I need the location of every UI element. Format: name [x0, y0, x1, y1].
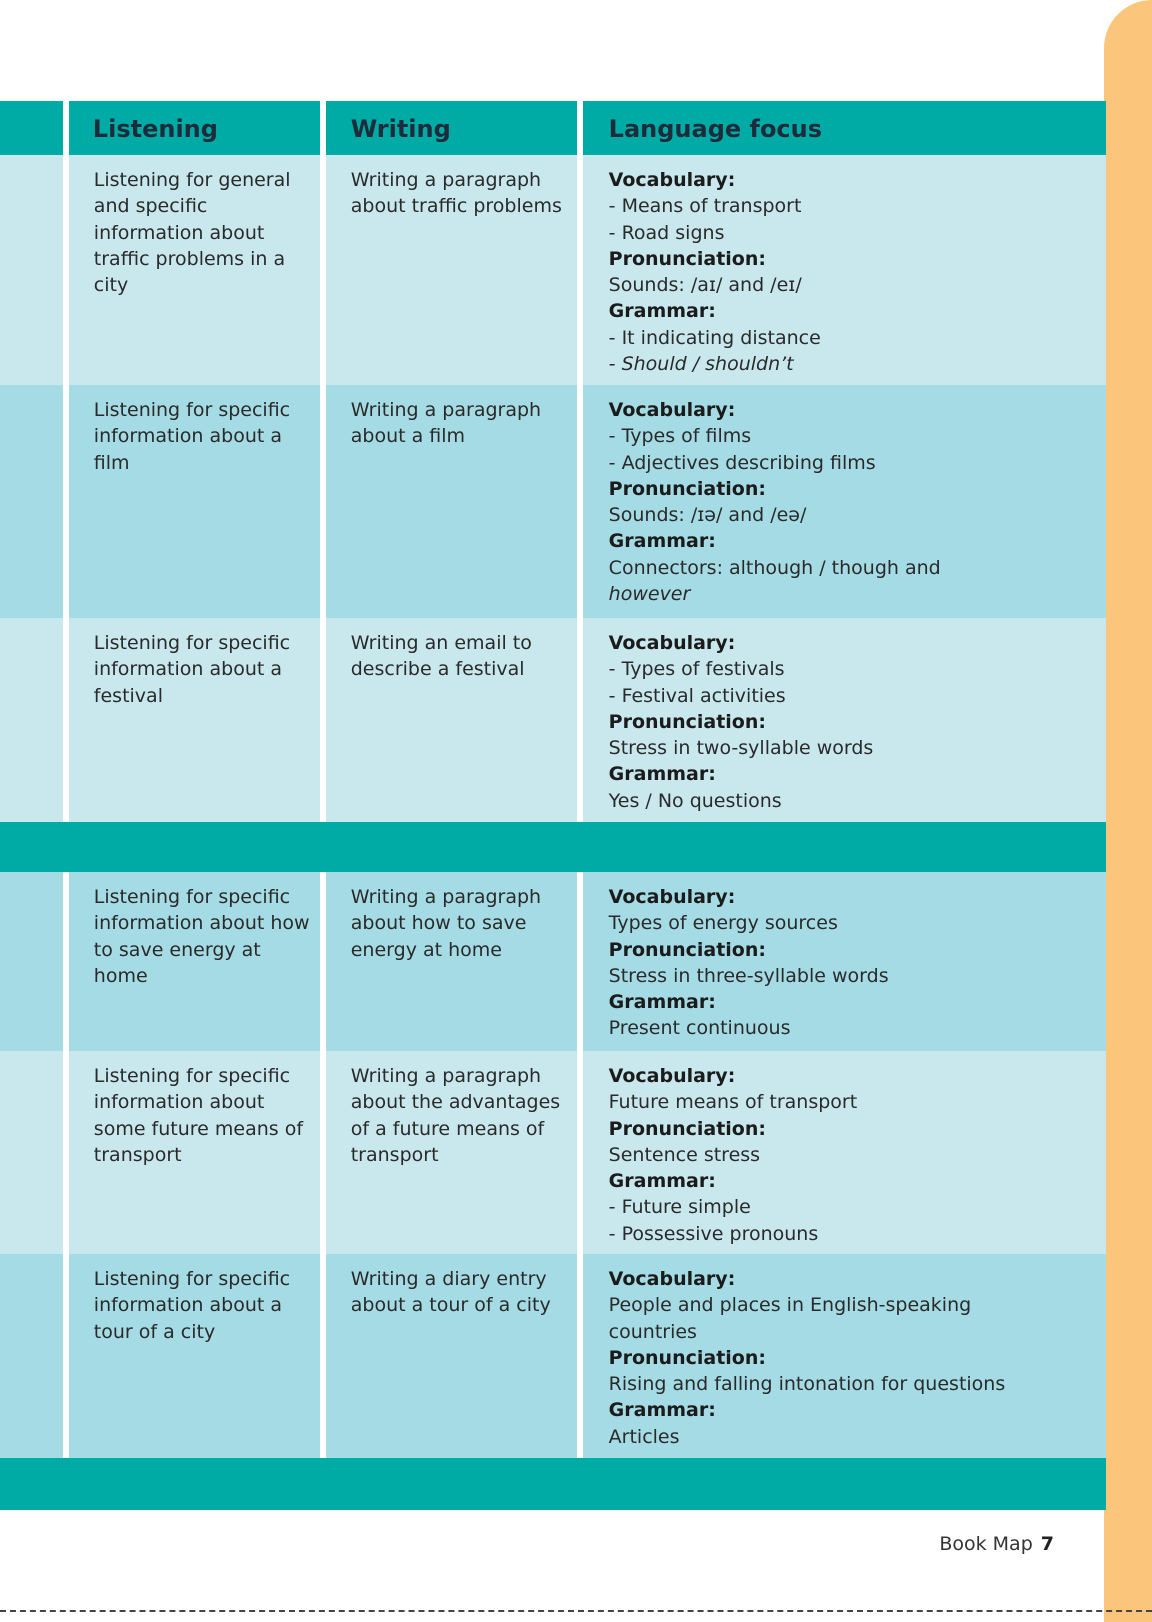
listening-cell: Listening for specific information about some future means of transport: [93, 1065, 304, 1166]
language-focus-cell: [583, 155, 1106, 385]
listening-cell: Listening for specific information about a film: [93, 399, 291, 474]
focus-item: however: [608, 583, 691, 606]
focus-label: Vocabulary:: [608, 1268, 736, 1290]
focus-item: Rising and falling intonation for questions: [608, 1373, 1006, 1396]
focus-item: Stress in two-syllable words: [608, 737, 874, 760]
focus-label: Pronunciation:: [608, 247, 766, 270]
focus-item: - Future simple: [608, 1196, 751, 1219]
writing-cell: Writing a paragraph about how to save energy at home: [350, 886, 542, 961]
listening-cell: Listening for specific information about how to save energy at home: [93, 886, 310, 987]
focus-label: Vocabulary:: [608, 399, 736, 421]
focus-label: Pronunciation:: [608, 1346, 766, 1369]
focus-item: Connectors: although / though and: [608, 556, 941, 579]
focus-label: Vocabulary:: [608, 886, 736, 908]
cut-line: [0, 1610, 1152, 1612]
section-band: [0, 822, 1106, 872]
unit-column-header: [0, 101, 63, 155]
table-footer-band: [0, 1458, 1106, 1510]
focus-item: Sounds: /aɪ/ and /eɪ/: [608, 274, 802, 297]
focus-item: - It indicating distance: [608, 326, 821, 349]
focus-item: People and places in English-speaking: [608, 1294, 972, 1317]
focus-item: Types of energy sources: [608, 912, 838, 935]
writing-cell: Writing a paragraph about the advantages of a future means of transport: [350, 1065, 561, 1166]
focus-item: Sounds: /ɪə/ and /eə/: [608, 504, 807, 527]
focus-label: Pronunciation:: [608, 477, 766, 500]
header-row: [0, 101, 1106, 155]
page-number: 7: [1040, 1533, 1054, 1555]
table-row: [0, 618, 1106, 822]
focus-label: Grammar:: [608, 763, 716, 786]
page-edge-tab: [1104, 0, 1152, 1622]
focus-item: - Types of festivals: [608, 658, 785, 681]
book-map-table: [0, 101, 1106, 1510]
focus-label: Vocabulary:: [608, 632, 736, 654]
language-focus-cell: [583, 872, 1106, 1051]
focus-label: Pronunciation:: [608, 1117, 766, 1140]
focus-item: - Adjectives describing films: [608, 451, 876, 474]
focus-label: Pronunciation:: [608, 938, 766, 961]
language-focus-cell: [583, 385, 1106, 618]
focus-label: Grammar:: [608, 991, 716, 1014]
focus-label: Vocabulary:: [608, 1065, 736, 1087]
writing-cell: Writing a paragraph about traffic problems: [350, 169, 562, 218]
focus-item: countries: [608, 1320, 697, 1343]
writing-cell: Writing a paragraph about a film: [350, 399, 542, 448]
focus-item: Sentence stress: [608, 1143, 761, 1166]
language-focus-header: Language focus: [608, 115, 823, 143]
table-row: [0, 155, 1106, 385]
language-focus-cell: [583, 1254, 1106, 1458]
focus-label: Pronunciation:: [608, 710, 766, 733]
focus-item: Stress in three-syllable words: [608, 964, 889, 987]
footer-label: Book Map: [939, 1533, 1033, 1555]
focus-label: Vocabulary:: [608, 169, 736, 191]
writing-cell: Writing a diary entry about a tour of a city: [350, 1268, 551, 1317]
language-focus-cell: [583, 618, 1106, 822]
focus-item: - Types of films: [608, 425, 752, 448]
table-row: [0, 872, 1106, 1051]
focus-item: - Road signs: [608, 221, 725, 244]
focus-item: Articles: [608, 1425, 680, 1448]
focus-label: Grammar:: [608, 1399, 716, 1422]
focus-item: - Should / shouldn’t: [608, 353, 794, 376]
table-row: [0, 385, 1106, 618]
focus-item: Yes / No questions: [608, 789, 782, 812]
table-row: [0, 1051, 1106, 1254]
focus-label: Grammar:: [608, 300, 716, 323]
listening-cell: Listening for specific information about a festival: [93, 632, 291, 707]
focus-item: - Possessive pronouns: [608, 1222, 819, 1245]
writing-cell: Writing an email to describe a festival: [350, 632, 532, 681]
listening-cell: Listening for general and specific information about traffic problems in a city: [93, 169, 291, 297]
focus-item: Present continuous: [608, 1017, 791, 1040]
writing-header: Writing: [350, 115, 451, 143]
listening-cell: Listening for specific information about a tour of a city: [93, 1268, 291, 1343]
focus-item: - Festival activities: [608, 684, 786, 707]
focus-item: Future means of transport: [608, 1091, 858, 1114]
page-footer: [939, 1533, 1054, 1555]
focus-label: Grammar:: [608, 530, 716, 553]
language-focus-cell: [583, 1051, 1106, 1254]
focus-label: Grammar:: [608, 1170, 716, 1193]
table-row: [0, 1254, 1106, 1458]
listening-header: Listening: [92, 115, 218, 143]
focus-item: - Means of transport: [608, 195, 802, 218]
